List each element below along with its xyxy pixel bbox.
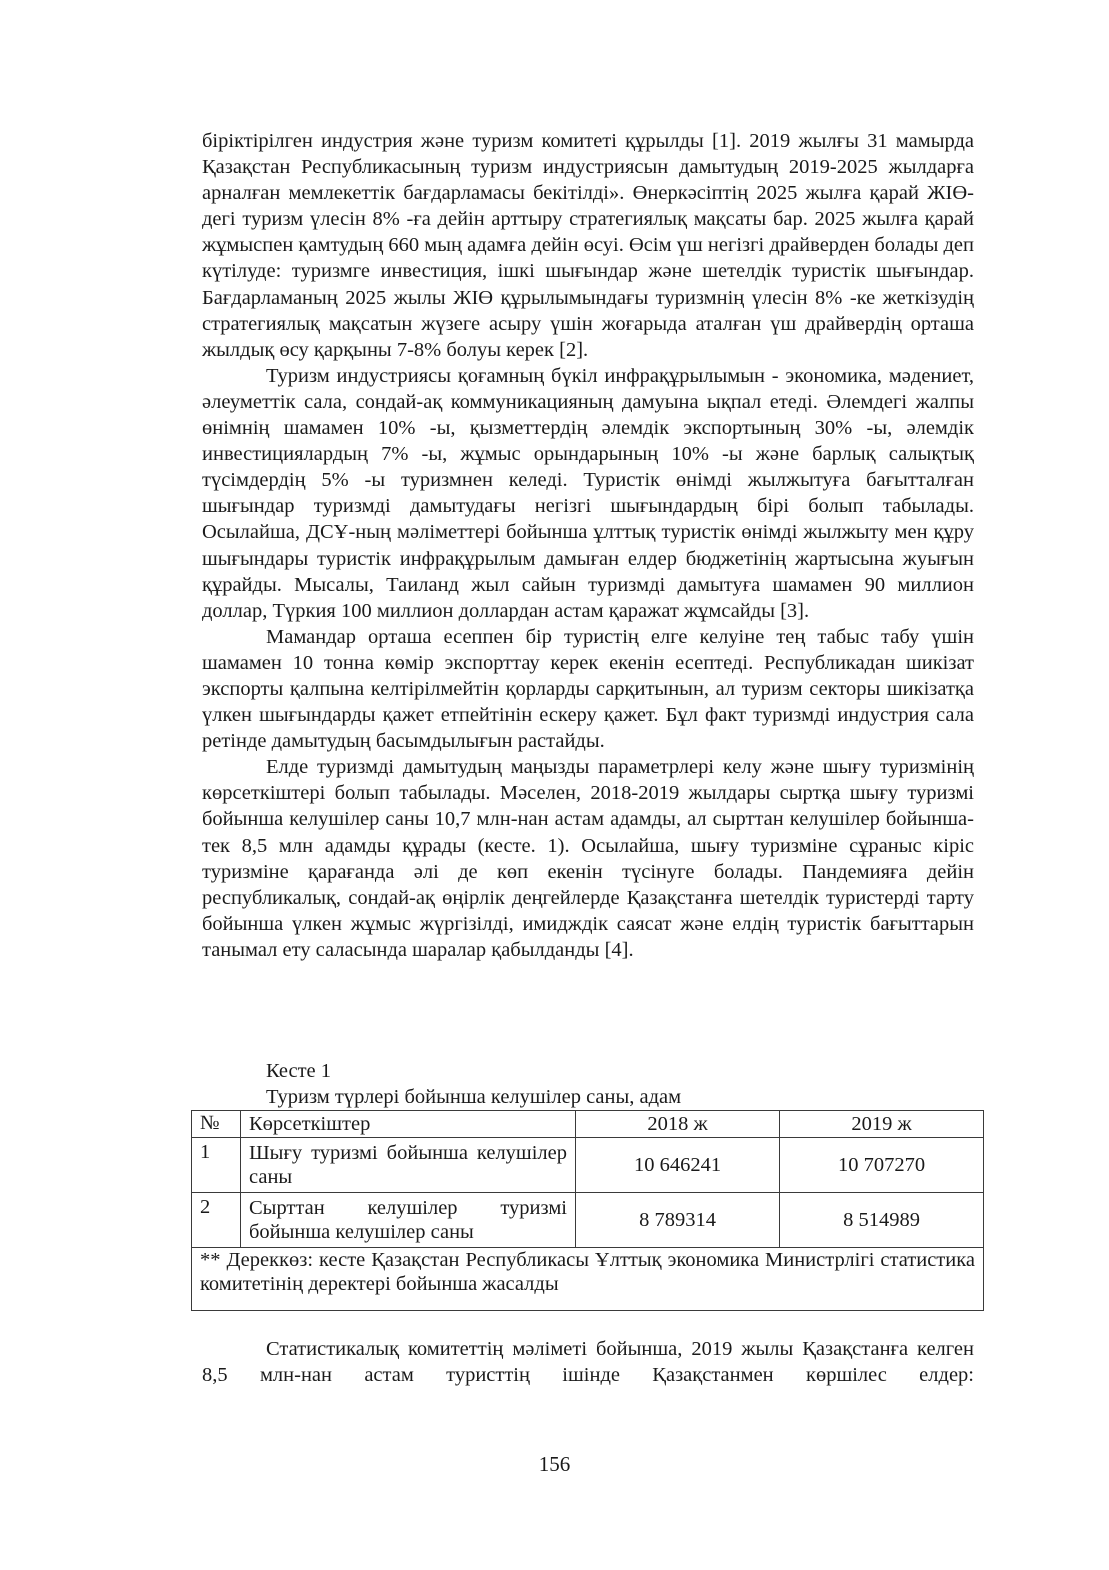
row-number: 1 (192, 1138, 241, 1193)
header-2019: 2019 ж (780, 1111, 984, 1138)
closing-text (202, 1336, 974, 1388)
paragraph-2: Туризм индустриясы қоғамның бүкіл инфрақұрылымын - экономика, мәдениет, әлеуметтік сала, сондай-ақ коммуникацияның дамуына ықпал етеді. Әлемдегі жалпы өнімнің шамамен 10% -ы, қызметтердің әлемдік экспортының 30% -ы, әлемдік инвестициялардың 7% -ы, жұмыс орындарының 10% -ы және барлық салықтық түсімдердің 5% -ы туризмнен келеді. Туристік өнімді жылжытуға бағытталған шығындар туризмді дамытудағы негізгі шығындардың бірі болып табылады. Осылайша, ДСҰ-ның мәліметтері бойынша ұлттық туристік өнімді жылжыту мен құру шығындары туристік инфрақұрылым дамыған елдер бюджетінің жартысына жуығын құрайды. Мысалы, Таиланд жыл сайын туризмді дамытуға шамамен 90 миллион доллар, Түркия 100 миллион доллардан астам қаражат жұмсайды [3]. (202, 364, 974, 622)
header-2018: 2018 ж (576, 1111, 780, 1138)
page-number: 156 (538, 1452, 571, 1476)
visitors-table (191, 1110, 984, 1311)
body-text (202, 128, 974, 963)
row-value-2018: 8 789314 (576, 1193, 780, 1248)
table-title: Туризм түрлері бойынша келушілер саны, адам (266, 1086, 682, 1108)
table-row (192, 1193, 984, 1248)
table-header-row (192, 1111, 984, 1138)
table-number: Кесте 1 (266, 1060, 332, 1082)
row-value-2019: 8 514989 (780, 1193, 984, 1248)
header-number: № (192, 1111, 241, 1138)
table-row (192, 1138, 984, 1193)
row-indicator: Шығу туризмі бойынша келушілер саны (241, 1138, 576, 1193)
table-source-note: ** Дереккөз: кесте Қазақстан Республикасы Ұлттық экономика Министрлігі статистика комитетінің деректері бойынша жасалды (192, 1248, 984, 1311)
closing-paragraph: Статистикалық комитеттің мәліметі бойынша, 2019 жылы Қазақстанға келген 8,5 млн-нан астам туристтің ішінде Қазақстанмен көршілес елдер: (202, 1338, 974, 1387)
row-number: 2 (192, 1193, 241, 1248)
paragraph-1: біріктірілген индустрия және туризм комитеті құрылды [1]. 2019 жылғы 31 мамырда Қазақстан Республикасының туризм индустриясын дамытудың 2019-2025 жылдарға арналған мемлекеттік бағдарламасы бекітілді». Өнеркәсіптің 2025 жылға қарай ЖІӨ-дегі туризм үлесін 8% -ға дейін арттыру стратегиялық мақсаты бар. 2025 жылға қарай жұмыспен қамтудың 660 мың адамға дейін өсуі. Өсім үш негізгі драйверден болады деп күтілуде: туризмге инвестиция, ішкі шығындар және шетелдік туристік шығындар. Бағдарламаның 2025 жылы ЖІӨ құрылымындағы туризмнің үлесін 8% -ке жеткізудің стратегиялық мақсатын жүзеге асыру үшін жоғарыда аталған үш драйвердің орташа жылдық өсу қарқыны 7-8% болуы керек [2]. (202, 130, 974, 361)
row-indicator: Сырттан келушілер туризмі бойынша келушілер саны (241, 1193, 576, 1248)
paragraph-4: Елде туризмді дамытудың маңызды параметрлері келу және шығу туризмінің көрсеткіштері болып табылады. Мәселен, 2018-2019 жылдары сыртқа шығу туризмі бойынша келушілер саны 10,7 млн-нан астам адамды, ал сырттан келушілер бойынша-тек 8,5 млн адамды құрады (кесте. 1). Осылайша, шығу туризміне сұраныс кіріс туризміне қарағанда әлі де көп екенін түсінуге болады. Пандемияға дейін республикалық, сондай-ақ өңірлік деңгейлерде Қазақстанға шетелдік туристерді тарту бойынша үлкен жұмыс жүргізілді, имидждік саясат және елдің туристік бағыттарын танымал ету саласында шаралар қабылданды [4]. (202, 756, 974, 961)
paragraph-3: Мамандар орташа есеппен бір туристің елге келуіне тең табыс табу үшін шамамен 10 тонна көмір экспорттау керек екенін есептеді. Республикадан шикізат экспорты қалпына келтірілмейтін қорларды сарқитынын, ал туризм секторы шикізатқа үлкен шығындарды қажет етпейтінін ескеру қажет. Бұл факт туризмді индустрия сала ретінде дамытудың басымдылығын растайды. (202, 625, 974, 753)
header-indicators: Көрсеткіштер (241, 1111, 576, 1138)
row-value-2018: 10 646241 (576, 1138, 780, 1193)
row-value-2019: 10 707270 (780, 1138, 984, 1193)
table-source-row (192, 1248, 984, 1311)
